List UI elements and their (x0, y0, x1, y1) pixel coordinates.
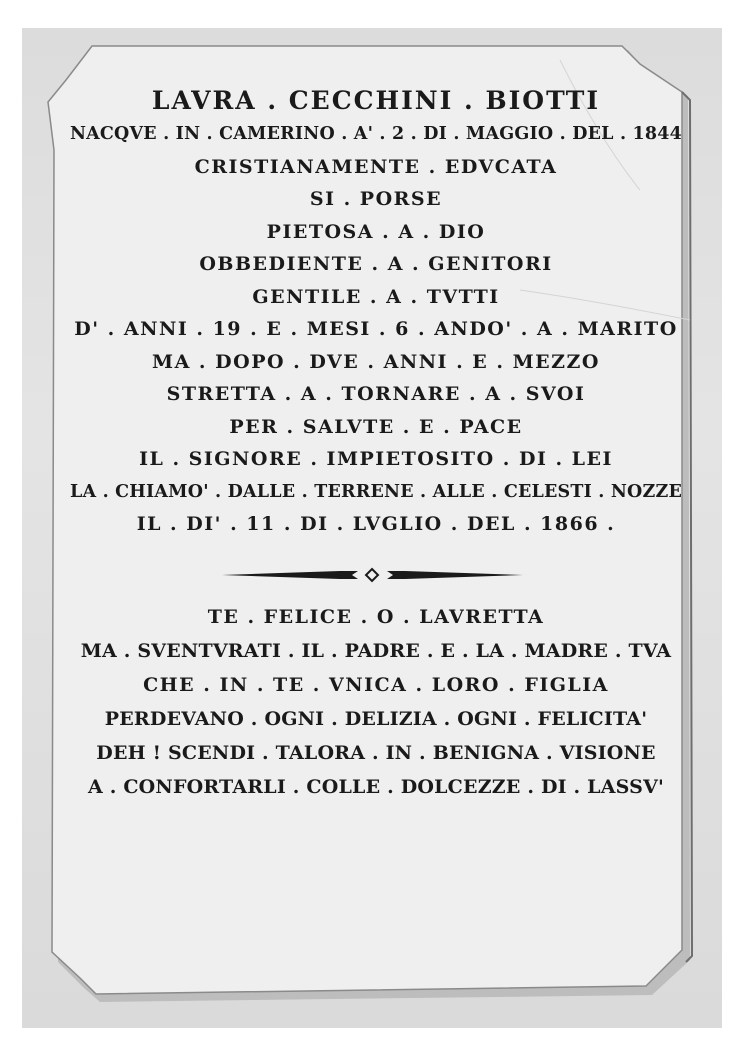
lament-line-3: CHE . IN . TE . VNICA . LORO . FIGLIA (143, 674, 609, 696)
inscription-line-4: PIETOSA . A . DIO (266, 220, 486, 243)
divider-left-bar (222, 571, 358, 579)
inscription-line-5: OBBEDIENTE . A . GENITORI (199, 253, 553, 275)
inscription-line-9: STRETTA . A . TORNARE . A . SVOI (166, 383, 586, 405)
inscription-line-8: MA . DOPO . DVE . ANNI . E . MEZZO (152, 350, 600, 373)
inscription-line-1: NACQVE . IN . CAMERINO . A' . 2 . DI . MAGGIO . DEL . 1844 (69, 124, 683, 144)
deceased-name: LAVRA . CECCHINI . BIOTTI (151, 86, 601, 115)
lament-line-4: PERDEVANO . OGNI . DELIZIA . OGNI . FELICITA' (104, 708, 648, 730)
lament-line-6: A . CONFORTARLI . COLLE . DOLCEZZE . DI . LASSV' (87, 776, 665, 798)
inscription-line-12: LA . CHIAMO' . DALLE . TERRENE . ALLE . CELESTI . NOZZE (70, 481, 682, 502)
inscription-line-11: IL . SIGNORE . IMPIETOSITO . DI . LEI (139, 448, 613, 470)
divider-right-bar (387, 571, 523, 579)
inscription-lament (66, 600, 686, 804)
inscription-line-10: PER . SALVTE . E . PACE (229, 415, 523, 438)
inscription-line-13: IL . DI' . 11 . DI . LVGLIO . DEL . 1866 . (136, 513, 616, 535)
inscription-line-6: GENTILE . A . TVTTI (252, 285, 500, 308)
lament-line-1: TE . FELICE . O . LAVRETTA (207, 606, 545, 628)
inscription-epitaph (66, 84, 686, 541)
inscription-line-7: D' . ANNI . 19 . E . MESI . 6 . ANDO' . A . MARITO (74, 318, 678, 340)
lament-line-5: DEH ! SCENDI . TALORA . IN . BENIGNA . VISIONE (96, 742, 656, 764)
divider-diamond (366, 569, 378, 581)
inscription-line-3: SI . PORSE (309, 188, 443, 210)
lament-line-2: MA . SVENTVRATI . IL . PADRE . E . LA . MADRE . TVA (80, 640, 672, 662)
ornamental-divider (220, 565, 525, 585)
inscription-line-2: CRISTIANAMENTE . EDVCATA (194, 155, 558, 178)
